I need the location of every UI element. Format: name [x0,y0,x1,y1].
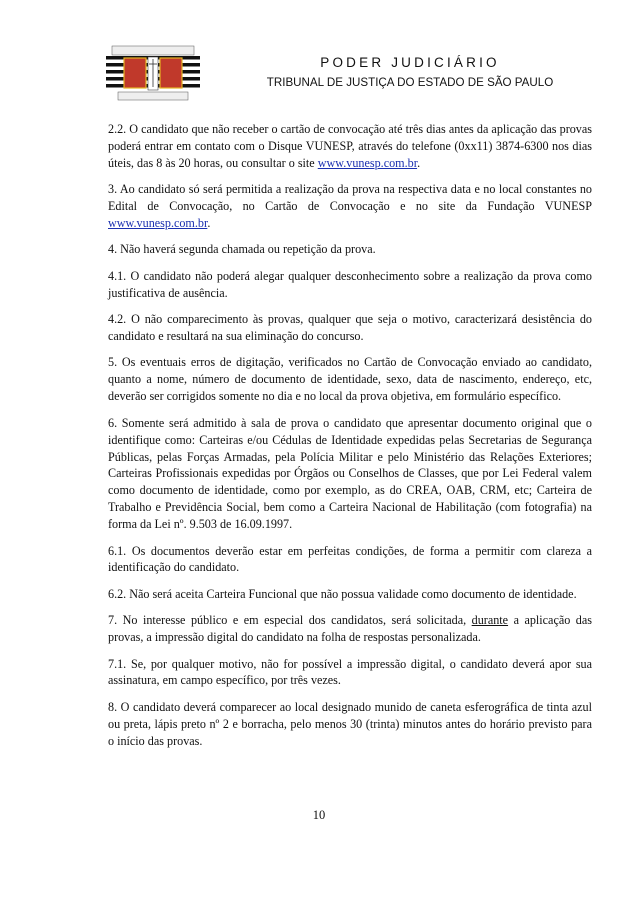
paragraph-tail: . [207,216,211,231]
paragraph-4-1: 4.1. O candidato não poderá alegar qualquer desconhecimento sobre a realização da prova como justificativa de ausência. [108,268,592,300]
paragraph-6-2: 6.2. Não será aceita Carteira Funcional que não possua validade como documento de identidade. [108,586,577,601]
page-number: 10 [312,808,326,822]
paragraph-tail: . [417,155,421,170]
paragraph-7 [108,612,592,646]
vunesp-link[interactable]: www.vunesp.com.br [317,155,418,170]
paragraph-3 [108,181,592,232]
paragraph-text: 2.2. O candidato que não receber o cartão de convocação até três dias antes da aplicação das provas poderá entrar em contato com o Disque VUNESP, através do telefone (0xx11) 3874-6300 nos dias úteis, das 8 às 20 horas, ou consultar o site [108,122,592,170]
court-seal-logo [104,44,202,102]
header-subtitle: TRIBUNAL DE JUSTIÇA DO ESTADO DE SÃO PAULO [266,76,554,89]
paragraph-7-1: 7.1. Se, por qualquer motivo, não for possível a impressão digital, o candidato deverá apor sua assinatura, em campo específico, por três vezes. [108,656,592,688]
paragraph-4: 4. Não haverá segunda chamada ou repetição da prova. [108,242,376,257]
paragraph-8: 8. O candidato deverá comparecer ao local designado munido de caneta esferográfica de tinta azul ou preta, lápis preto nº 2 e borracha, pelo menos 30 (trinta) minutos antes do horário previsto para o início das provas. [108,699,592,748]
paragraph-text: 7. No interesse público e em especial dos candidatos, será solicitada, [108,613,472,628]
paragraph-text: 3. Ao candidato só será permitida a realização da prova na respectiva data e no local constantes no Edital de Convocação, no Cartão de Convocação e no site da Fundação VUNESP [108,182,592,214]
paragraph-6-1: 6.1. Os documentos deverão estar em perfeitas condições, de forma a permitir com clareza a identificação do candidato. [108,543,592,575]
document-body [108,121,592,759]
paragraph-4-2: 4.2. O não comparecimento às provas, qualquer que seja o motivo, caracterizará desistência do candidato e resultará na sua eliminação do concurso. [108,312,592,344]
paragraph-text: a aplicação das provas, a impressão digital do candidato na folha de respostas personalizada. [108,613,592,645]
header-title: PODER JUDICIÁRIO [320,55,500,70]
vunesp-link[interactable]: www.vunesp.com.br [108,216,208,231]
underlined-word: durante [471,613,509,628]
paragraph-2-2 [108,121,592,172]
paragraph-5: 5. Os eventuais erros de digitação, verificados no Cartão de Convocação enviado ao candidato, quanto a nome, número de documento de identidade, sexo, data de nascimento, endereço, etc, deverão ser corrigidos somente no dia e no local da prova objetiva, em formulário específico. [108,355,592,404]
paragraph-6: 6. Somente será admitido à sala de prova o candidato que apresentar documento original que o identifique como: Carteiras e/ou Cédulas de Identidade expedidas pelas Secretarias de Segurança Públicas, pelas Forças Armadas, pela Polícia Militar e pelo Ministério das Relações Exteriores; Carteiras Profissionais expedidas por Órgãos ou Conselhos de Classes, que por Lei Federal valem como documento de identidade, como por exemplo, as do CREA, OAB, CRM, etc; Carteira de Trabalho e Previdência Social, bem como a Carteira Nacional de Habilitação (com fotografia) na forma da Lei nº. 9.503 de 16.09.1997. [108,415,592,532]
